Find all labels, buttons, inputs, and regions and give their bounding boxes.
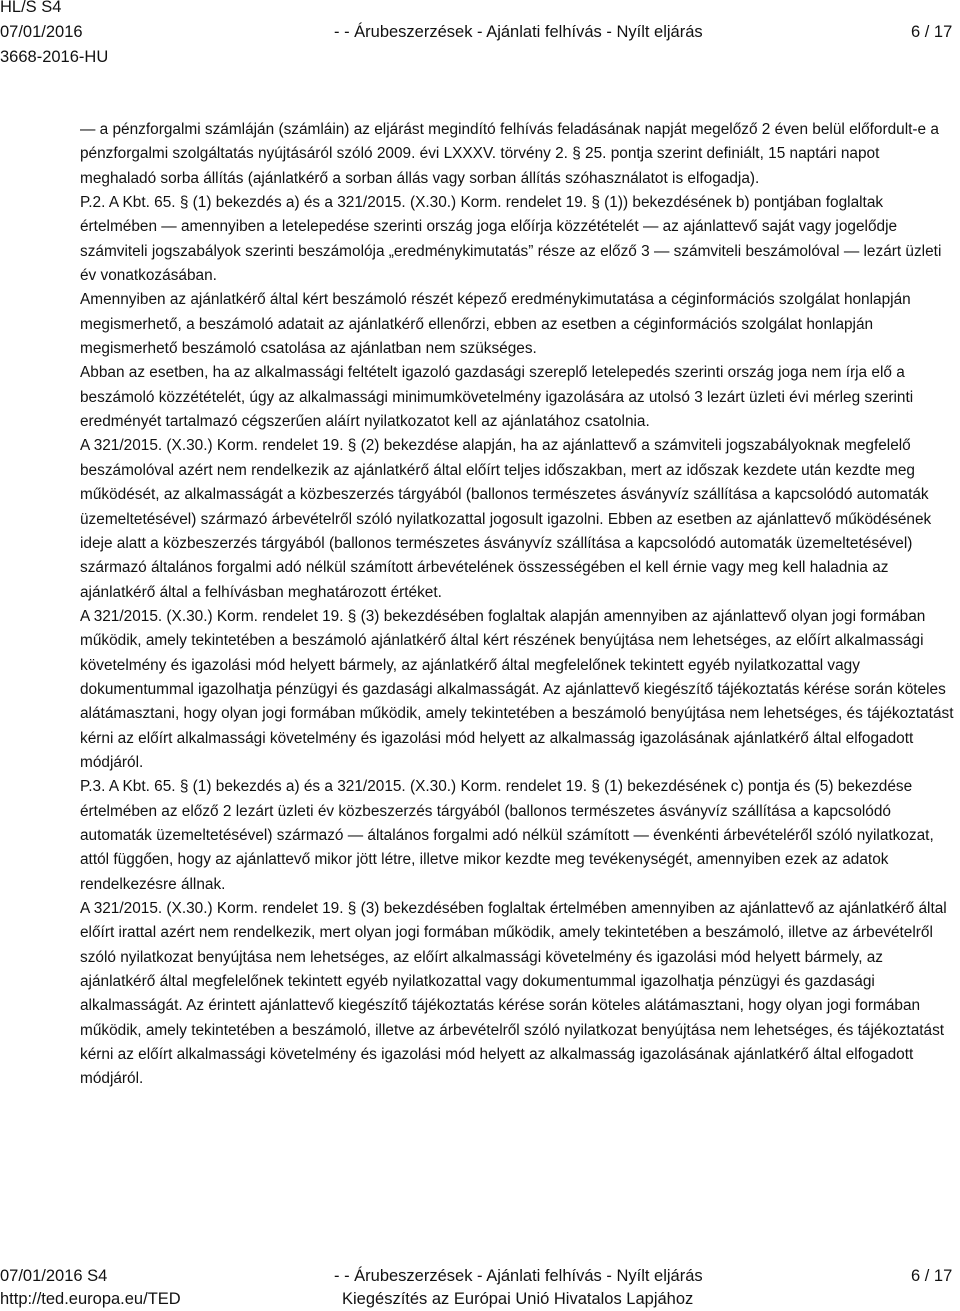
- header-date: 07/01/2016: [0, 23, 83, 41]
- paragraph-company-info: Amennyiben az ajánlatkérő által kért beszámoló részét képező eredménykimutatása a céginformációs szolgálat honlapján megismerhető, a beszámoló adatait az ajánlatkérő ellenőrzi, ebben az esetben a céginformációs szolgálat honlapján megismerhető beszámoló csatolása az ajánlatban nem szükséges.: [80, 291, 911, 358]
- paragraph-p3: P.3. A Kbt. 65. § (1) bekezdés a) és a 321/2015. (X.30.) Korm. rendelet 19. § (1) bekezdésének c) pontja és (5) bekezdése értelmében az előző 2 lezárt üzleti év közbeszerzés tárgyából (ballonos természetes ásványvíz szállítása a kapcsolódó automaták üzemeltetésével) származó — általános forgalmi adó nélkül számított — évenkénti árbevételéről szóló nyilatkozat, attól függően, hogy az ajánlattevő mikor jött létre, illetve mikor kezdte meg tevékenységét, amennyiben ezek az adatok rendelkezésre állnak.: [80, 778, 934, 893]
- footer-title: - - Árubeszerzések - Ajánlati felhívás - Nyílt eljárás: [334, 1267, 703, 1285]
- paragraph-queueing: — a pénzforgalmi számláján (számláin) az eljárást megindító felhívás feladásának napját megelőző 2 éven belül előfordult-e a pénzforgalmi szolgáltatás nyújtásáról szóló 2009. évi LXXXV. törvény 2. § 25. pontja szerint definiált, 15 naptári napot meghaladó sorba állítás (ajánlatkérő a sorban állás vagy sorban állítás szóhasználatot is elfogadja).: [80, 121, 939, 187]
- footer-page-number: 6 / 17: [911, 1267, 953, 1285]
- paragraph-19-3-revenue: A 321/2015. (X.30.) Korm. rendelet 19. § (3) bekezdésében foglaltak értelmében amennyiben az ajánlattevő az ajánlatkérő által előírt irattal azért nem rendelkezik, mert olyan jogi formában működik, amely tekintetében a beszámoló, illetve az árbevételről szóló nyilatkozat benyújtása nem lehetséges, az előírt alkalmassági követelmény és igazolási mód helyett bármely, az ajánlatkérő által megfelelőnek tekintett egyéb nyilatkozattal vagy dokumentummal igazolhatja pénzügyi és gazdasági alkalmasságát. Az érintett ajánlattevő kiegészítő tájékoztatás kérése során köteles alátámasztani, hogy olyan jogi formában működik, amely tekintetében a beszámoló, illetve az árbevételről szóló nyilatkozat benyújtása nem lehetséges, és tájékoztatást kérni az előírt alkalmassági követelmény és igazolási mód helyett az alkalmasság igazolásának ajánlatkérő által elfogadott módjáról.: [80, 900, 947, 1088]
- header-page-number: 6 / 17: [911, 23, 953, 41]
- footer-date-section: 07/01/2016 S4: [0, 1267, 108, 1285]
- footer-supplement: Kiegészítés az Európai Unió Hivatalos Lapjához: [342, 1290, 694, 1308]
- paragraph-19-3: A 321/2015. (X.30.) Korm. rendelet 19. § (3) bekezdésében foglaltak alapján amennyiben az ajánlattevő olyan jogi formában működik, amely tekintetében a beszámoló ajánlatkérő által kért részének benyújtása nem lehetséges, az előírt alkalmassági követelmény és igazolási mód helyett bármely, az ajánlatkérő által megfelelőnek tekintett egyéb nyilatkozattal vagy dokumentummal igazolhatja pénzügyi és gazdasági alkalmasságát. Az ajánlattevő kiegészítő tájékoztatás kérése során köteles alátámasztani, hogy olyan jogi formában működik, amely tekintetében a beszámoló benyújtása nem lehetséges, és tájékoztatást kérni az előírt alkalmassági követelmény és igazolási mód helyett az alkalmasság igazolásának ajánlatkérő által elfogadott módjáról.: [80, 607, 954, 771]
- paragraph-p2: P.2. A Kbt. 65. § (1) bekezdés a) és a 321/2015. (X.30.) Korm. rendelet 19. § (1)) bekezdésének b) pontjában foglaltak értelmében — amennyiben a letelepedése szerinti ország joga előírja közzétételét — az ajánlattevő saját vagy jogelődje számviteli jogszabályok szerinti beszámolója „eredménykimutatás” része az előző 3 — számviteli beszámolóval — lezárt üzleti év vonatkozásában.: [80, 194, 942, 285]
- footer-url: http://ted.europa.eu/TED: [0, 1290, 181, 1308]
- paragraph-19-2: A 321/2015. (X.30.) Korm. rendelet 19. § (2) bekezdése alapján, ha az ajánlattevő a számviteli jogszabályoknak megfelelő beszámolóval azért nem rendelkezik az ajánlatkérő által előírt teljes időszakban, mert az időszak kezdete után kezdte meg működését, az alkalmasságát a közbeszerzés tárgyából (ballonos természetes ásványvíz szállítása a kapcsolódó automaták üzemeltetésével) származó árbevételről szóló nyilatkozattal jogosult igazolni. Ebben az esetben az ajánlattevő működésének ideje alatt a közbeszerzés tárgyából (ballonos természetes ásványvíz szállítása a kapcsolódó automaták üzemeltetésével) származó általános forgalmi adó nélkül számított árbevételének összességében el kell érnie vagy meg kell haladnia az ajánlatkérő által a felhívásban meghatározott értéket.: [80, 437, 932, 601]
- paragraph-no-publication: Abban az esetben, ha az alkalmassági feltételt igazoló gazdasági szereplő letelepedés szerinti ország joga nem írja elő a beszámoló közzétételét, úgy az alkalmassági minimumkövetelmény igazolására az utolsó 3 lezárt üzleti évi mérleg szerinti eredményét tartalmazó cégszerűen aláírt nyilatkozatot kell az ajánlatához csatolnia.: [80, 364, 914, 431]
- header-series: HL/S S4: [0, 0, 62, 16]
- document-body: [80, 118, 956, 1092]
- header-title: - - Árubeszerzések - Ajánlati felhívás - Nyílt eljárás: [334, 23, 703, 41]
- header-document-id: 3668-2016-HU: [0, 48, 109, 66]
